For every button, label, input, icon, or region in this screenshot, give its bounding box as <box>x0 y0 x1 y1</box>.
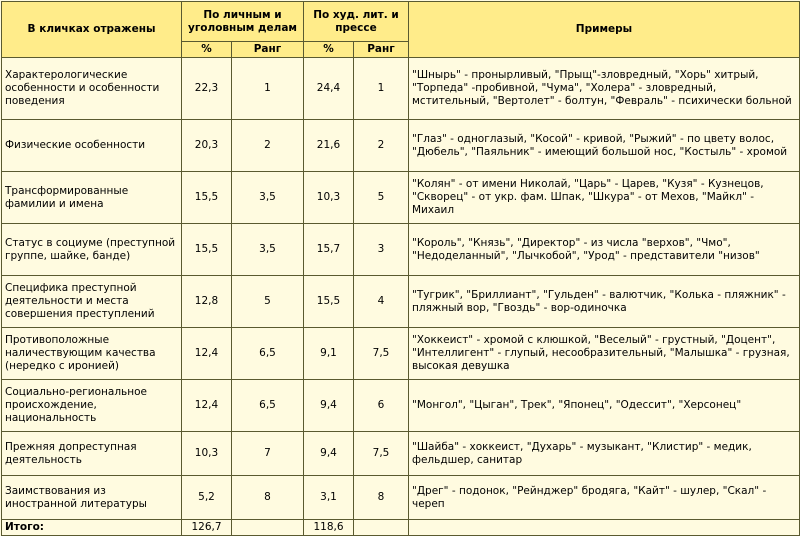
feature-cell: Прежняя допреступная деятельность <box>2 432 182 476</box>
pct-literature-cell: 15,5 <box>304 276 354 328</box>
rank-literature-cell: 4 <box>354 276 409 328</box>
rank-cases-cell: 5 <box>232 276 304 328</box>
feature-cell: Противоположные наличествующим качества (нередко с иронией) <box>2 328 182 380</box>
feature-cell: Статус в социуме (преступной группе, шайке, банде) <box>2 224 182 276</box>
table-row <box>2 120 800 172</box>
pct-literature-cell: 10,3 <box>304 172 354 224</box>
total-pct-literature: 118,6 <box>304 520 354 536</box>
pct-literature-cell: 9,4 <box>304 380 354 432</box>
total-row <box>2 520 800 536</box>
examples-cell: "Шайба" - хоккеист, "Духарь" - музыкант, "Клистир" - медик, фельдшер, санитар <box>409 432 800 476</box>
rank-literature-cell: 8 <box>354 476 409 520</box>
examples-cell: "Хоккеист" - хромой с клюшкой, "Веселый" - грустный, "Доцент", "Интеллигент" - глупый, несообразительный, "Малышка" - грузная, высокая девушка <box>409 328 800 380</box>
pct-literature-cell: 15,7 <box>304 224 354 276</box>
rank-literature-cell: 2 <box>354 120 409 172</box>
table-row <box>2 172 800 224</box>
rank-cases-cell: 6,5 <box>232 380 304 432</box>
feature-cell: Социально-региональное происхождение, национальность <box>2 380 182 432</box>
header-examples: Примеры <box>409 2 800 58</box>
table-row <box>2 432 800 476</box>
examples-cell: "Дрег" - подонок, "Рейнджер" бродяга, "Кайт" - шулер, "Скал" - череп <box>409 476 800 520</box>
header-group-literature: По худ. лит. и прессе <box>304 2 409 42</box>
rank-literature-cell: 1 <box>354 58 409 120</box>
rank-cases-cell: 3,5 <box>232 172 304 224</box>
examples-cell: "Монгол", "Цыган", Трек", "Японец", "Одессит", "Херсонец" <box>409 380 800 432</box>
feature-cell: Специфика преступной деятельности и места совершения преступлений <box>2 276 182 328</box>
rank-cases-cell: 6,5 <box>232 328 304 380</box>
pct-cases-cell: 5,2 <box>182 476 232 520</box>
table-row <box>2 58 800 120</box>
total-rank-literature-empty <box>354 520 409 536</box>
total-pct-cases: 126,7 <box>182 520 232 536</box>
header-group-cases: По личным и уголовным делам <box>182 2 304 42</box>
pct-cases-cell: 10,3 <box>182 432 232 476</box>
examples-cell: "Король", "Князь", "Директор" - из числа "верхов", "Чмо", "Недоделанный", "Лычкобой", "Урод" - представители "низов" <box>409 224 800 276</box>
total-label: Итого: <box>2 520 182 536</box>
pct-literature-cell: 21,6 <box>304 120 354 172</box>
header-pct-2: % <box>304 42 354 58</box>
pct-literature-cell: 24,4 <box>304 58 354 120</box>
feature-cell: Трансформированные фамилии и имена <box>2 172 182 224</box>
pct-cases-cell: 15,5 <box>182 224 232 276</box>
feature-cell: Характерологические особенности и особенности поведения <box>2 58 182 120</box>
rank-literature-cell: 7,5 <box>354 432 409 476</box>
rank-cases-cell: 2 <box>232 120 304 172</box>
total-examples-empty <box>409 520 800 536</box>
pct-cases-cell: 20,3 <box>182 120 232 172</box>
rank-literature-cell: 7,5 <box>354 328 409 380</box>
rank-literature-cell: 6 <box>354 380 409 432</box>
table-row <box>2 224 800 276</box>
feature-cell: Заимствования из иностранной литературы <box>2 476 182 520</box>
pct-literature-cell: 9,4 <box>304 432 354 476</box>
pct-literature-cell: 3,1 <box>304 476 354 520</box>
examples-cell: "Глаз" - одноглазый, "Косой" - кривой, "Рыжий" - по цвету волос, "Дюбель", "Паяльник" - имеющий большой нос, "Костыль" - хромой <box>409 120 800 172</box>
rank-cases-cell: 1 <box>232 58 304 120</box>
table-row <box>2 380 800 432</box>
table-row <box>2 476 800 520</box>
header-pct-1: % <box>182 42 232 58</box>
pct-cases-cell: 22,3 <box>182 58 232 120</box>
examples-cell: "Шнырь" - пронырливый, "Прыщ"-зловредный, "Хорь" хитрый, "Торпеда" -пробивной, "Чума", "Холера" - зловредный, мстительный, "Вертолет" - болтун, "Февраль" - психически больной <box>409 58 800 120</box>
header-rank-1: Ранг <box>232 42 304 58</box>
header-feature: В кличках отражены <box>2 2 182 58</box>
pct-cases-cell: 12,8 <box>182 276 232 328</box>
rank-literature-cell: 3 <box>354 224 409 276</box>
rank-cases-cell: 3,5 <box>232 224 304 276</box>
pct-cases-cell: 12,4 <box>182 328 232 380</box>
header-rank-2: Ранг <box>354 42 409 58</box>
total-rank-cases-empty <box>232 520 304 536</box>
examples-cell: "Тугрик", "Бриллиант", "Гульден" - валютчик, "Колька - пляжник" - пляжный вор, "Гвоздь" - вор-одиночка <box>409 276 800 328</box>
table-row <box>2 328 800 380</box>
feature-cell: Физические особенности <box>2 120 182 172</box>
rank-cases-cell: 7 <box>232 432 304 476</box>
pct-cases-cell: 12,4 <box>182 380 232 432</box>
rank-cases-cell: 8 <box>232 476 304 520</box>
table-row <box>2 276 800 328</box>
examples-cell: "Колян" - от имени Николай, "Царь" - Царев, "Кузя" - Кузнецов, "Скворец" - от укр. фам. Шпак, "Шкура" - от Мехов, "Майкл" - Михаил <box>409 172 800 224</box>
rank-literature-cell: 5 <box>354 172 409 224</box>
nicknames-table <box>1 1 800 536</box>
pct-cases-cell: 15,5 <box>182 172 232 224</box>
pct-literature-cell: 9,1 <box>304 328 354 380</box>
